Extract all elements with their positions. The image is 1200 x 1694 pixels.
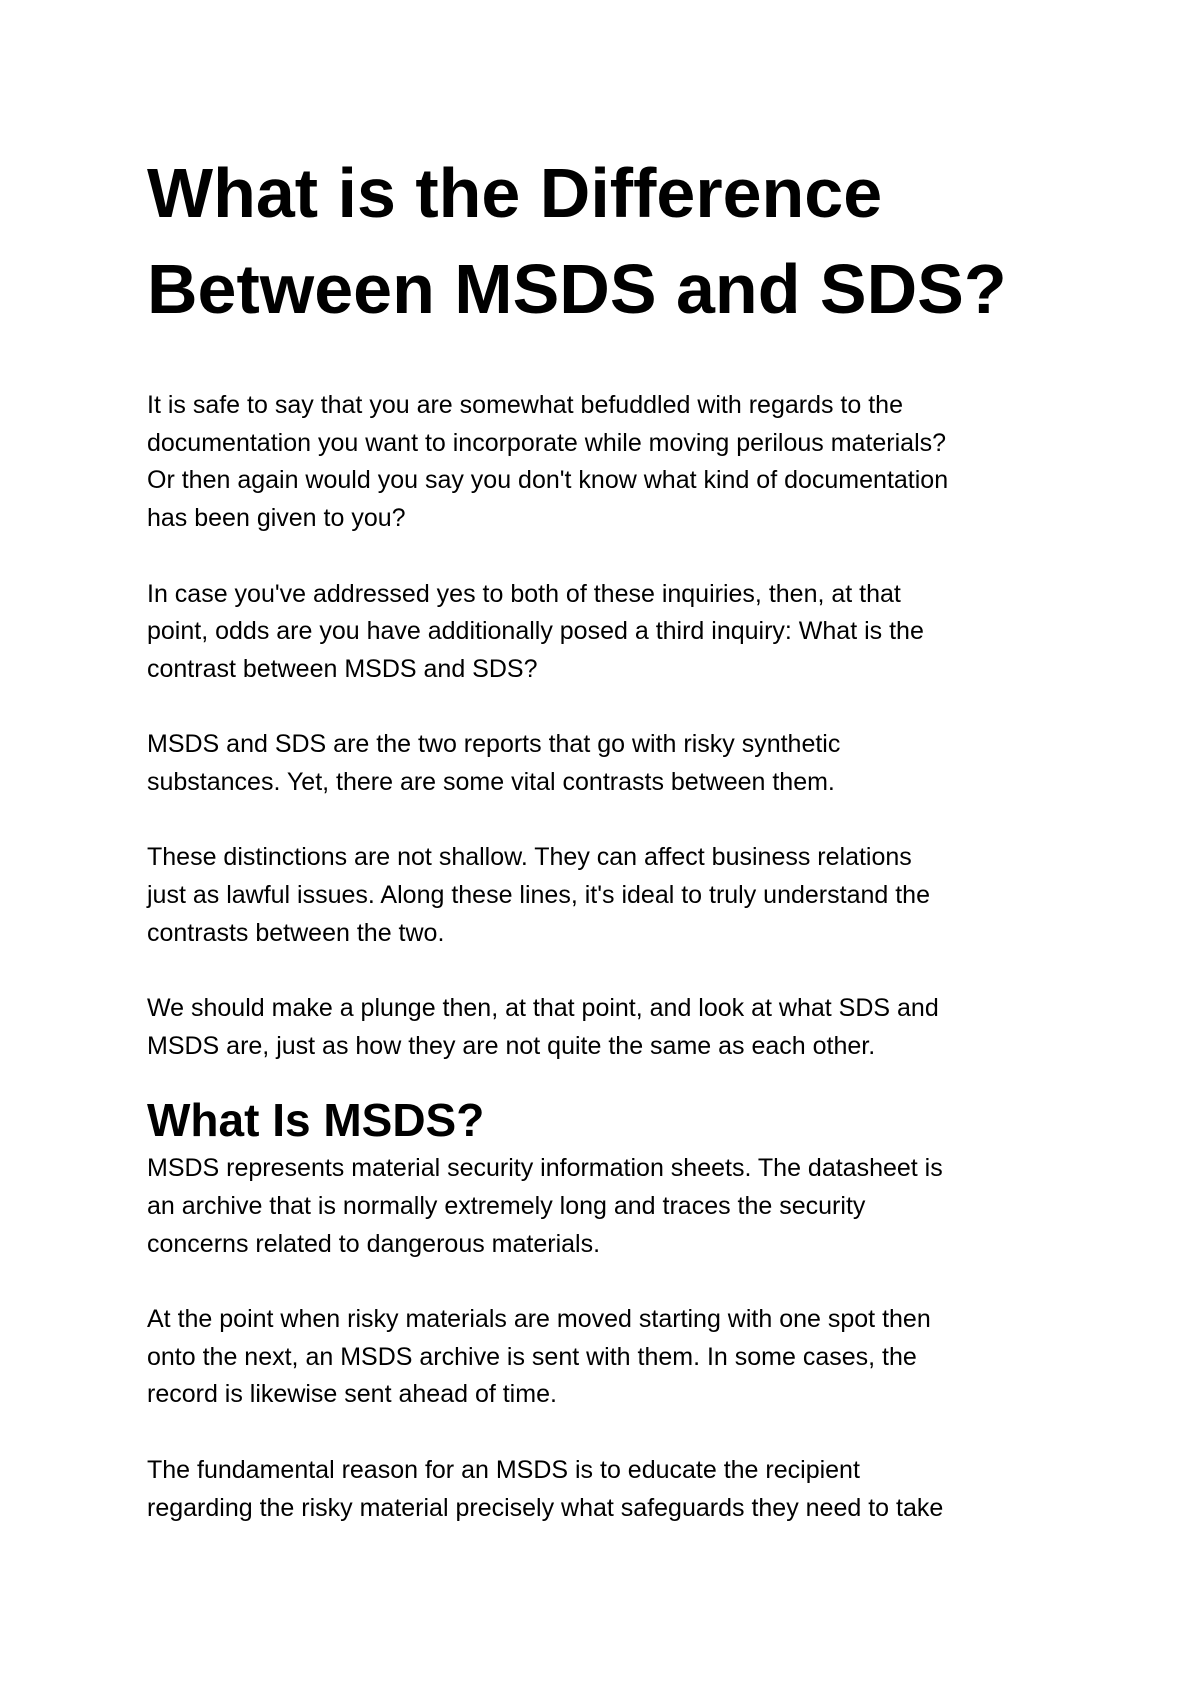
text-line: onto the next, an MSDS archive is sent with them. In some cases, the — [147, 1342, 917, 1371]
document-page — [147, 145, 1077, 1565]
text-line: contrast between MSDS and SDS? — [147, 654, 538, 683]
text-line: Or then again would you say you don't know what kind of documentation — [147, 466, 949, 495]
text-line: substances. Yet, there are some vital contrasts between them. — [147, 768, 835, 796]
text-line: has been given to you? — [147, 504, 406, 533]
text-line: MSDS represents material security information sheets. The datasheet is — [147, 1154, 943, 1183]
document-title — [147, 145, 1077, 337]
text-line: contrasts between the two. — [147, 918, 445, 947]
section-heading: What Is MSDS? — [147, 1094, 485, 1147]
text-line: MSDS and SDS are the two reports that go with risky synthetic — [147, 730, 841, 759]
text-line: an archive that is normally extremely long and traces the security — [147, 1191, 866, 1220]
text-line: regarding the risky material precisely what safeguards they need to take — [147, 1493, 944, 1522]
section-paragraph — [147, 1301, 1077, 1414]
section-paragraph — [147, 1452, 1077, 1527]
section-paragraph — [147, 1150, 1077, 1263]
text-line: just as lawful issues. Along these lines, it's ideal to truly understand the — [147, 881, 930, 910]
text-line: documentation you want to incorporate while moving perilous materials? — [147, 428, 947, 457]
title-line: Between MSDS and SDS? — [147, 250, 1007, 328]
text-line: We should make a plunge then, at that point, and look at what SDS and — [147, 994, 939, 1023]
title-line: What is the Difference — [147, 154, 883, 232]
intro-paragraph — [147, 576, 1077, 689]
text-line: record is likewise sent ahead of time. — [147, 1380, 557, 1409]
text-line: point, odds are you have additionally posed a third inquiry: What is the — [147, 617, 924, 646]
intro-paragraph — [147, 990, 1077, 1065]
text-line: At the point when risky materials are moved starting with one spot then — [147, 1305, 931, 1334]
text-line: concerns related to dangerous materials. — [147, 1229, 601, 1258]
intro-paragraph — [147, 839, 1077, 952]
text-line: MSDS are, just as how they are not quite the same as each other. — [147, 1031, 876, 1060]
intro-paragraph — [147, 387, 1077, 538]
text-line: It is safe to say that you are somewhat befuddled with regards to the — [147, 391, 903, 419]
intro-paragraph — [147, 726, 1077, 801]
text-line: The fundamental reason for an MSDS is to educate the recipient — [147, 1455, 860, 1484]
text-line: These distinctions are not shallow. They can affect business relations — [147, 843, 912, 872]
text-line: In case you've addressed yes to both of these inquiries, then, at that — [147, 579, 901, 608]
